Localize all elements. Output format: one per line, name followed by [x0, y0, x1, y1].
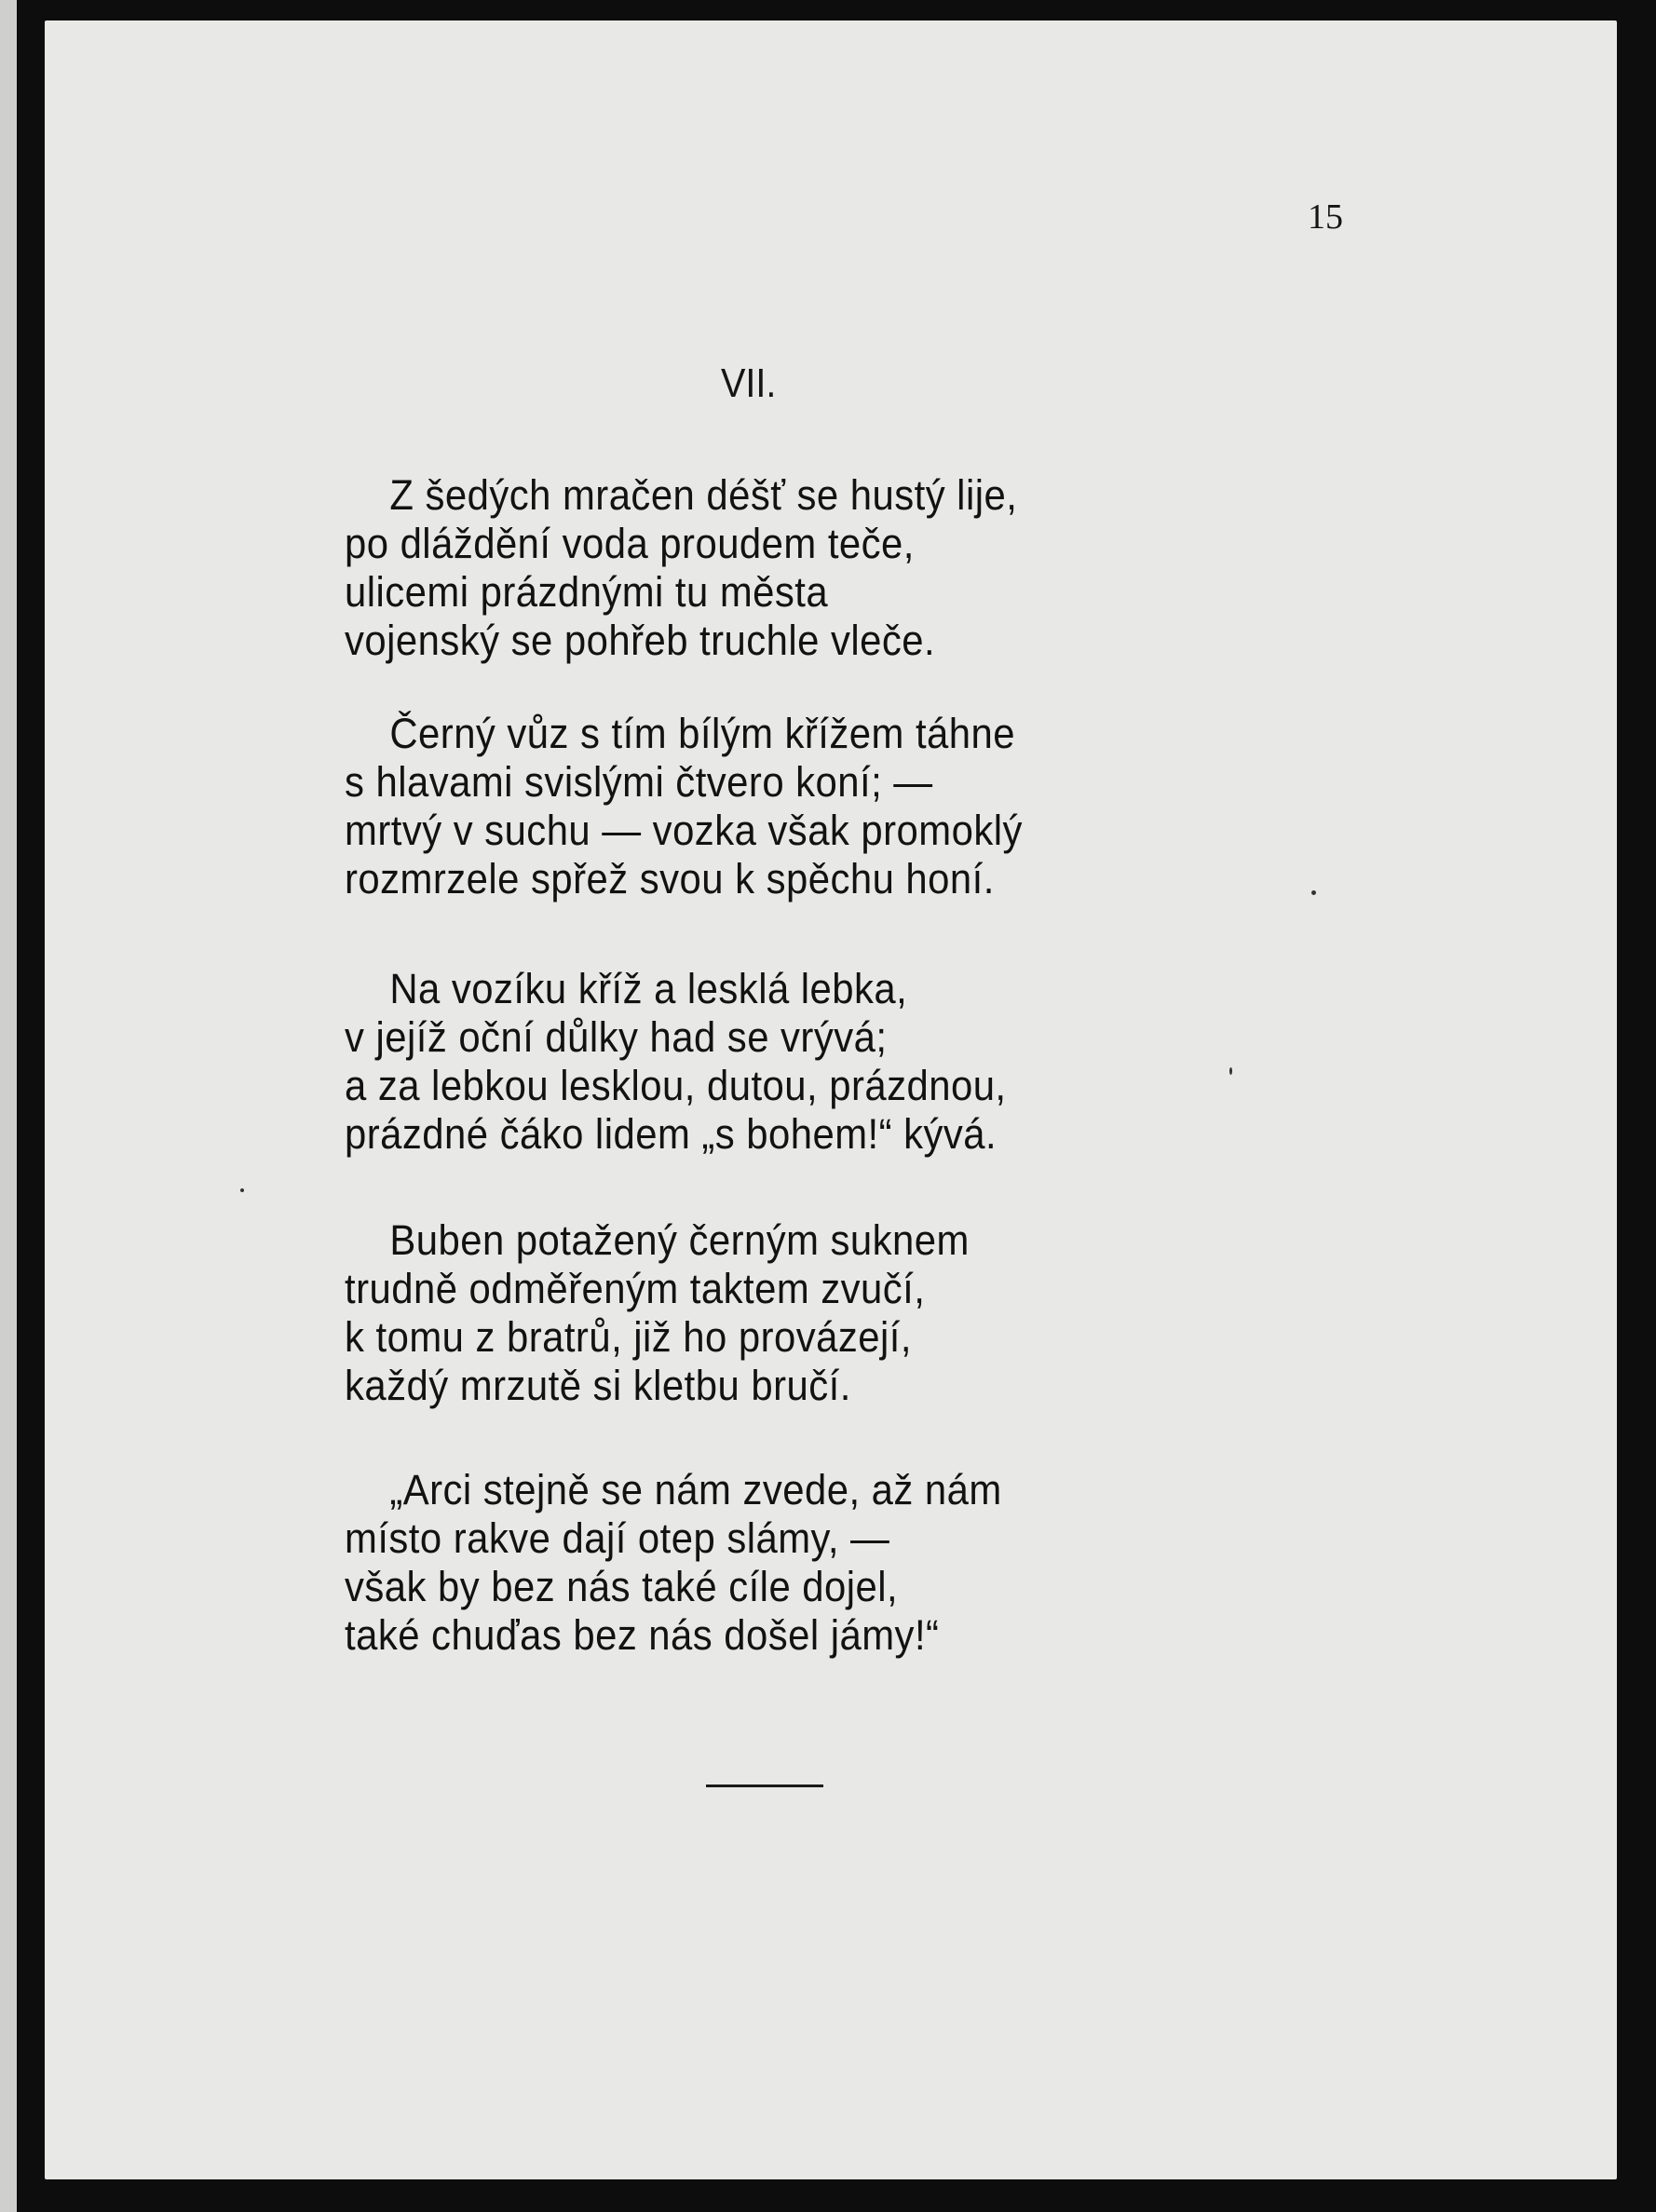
verse-line: Z šedých mračen déšť se hustý lije, [389, 471, 1018, 519]
ink-speck [1311, 890, 1316, 895]
verse-line: však by bez nás také cíle dojel, [345, 1563, 899, 1610]
verse-line: s hlavami svislými čtvero koní; — [345, 758, 933, 806]
stanza-3 [345, 965, 1056, 1159]
stanza-5 [345, 1466, 1052, 1660]
verse-line: k tomu z bratrů, již ho provázejí, [345, 1313, 912, 1361]
verse-line: vojenský se pohřeb truchle vleče. [345, 617, 936, 664]
verse-line: Buben potažený černým suknem [389, 1216, 970, 1264]
verse-line: v jejíž oční důlky had se vrývá; [345, 1013, 888, 1061]
verse-line: Černý vůz s tím bílým křížem táhne [389, 710, 1016, 757]
verse-line: po dláždění voda proudem teče, [345, 520, 915, 567]
verse-line: rozmrzele spřež svou k spěchu honí. [345, 855, 995, 902]
verse-line: také chuďas bez nás došel jámy!“ [345, 1611, 940, 1659]
page-sheet [45, 20, 1617, 2179]
ink-speck [240, 1188, 244, 1192]
verse-line: Na vozíku kříž a lesklá lebka, [389, 965, 908, 1012]
verse-line: trudně odměřeným taktem zvučí, [345, 1265, 926, 1312]
verse-line: ulicemi prázdnými tu města [345, 568, 829, 616]
stanza-1 [345, 471, 1068, 665]
verse-line: místo rakve dají otep slámy, — [345, 1514, 890, 1562]
verse-line: každý mrzutě si kletbu bručí. [345, 1362, 851, 1409]
verse-line: mrtvý v suchu — vozka však promoklý [345, 807, 1023, 854]
facing-page-edge [0, 0, 17, 2212]
verse-line: prázdné čáko lidem „s bohem!“ kývá. [345, 1110, 998, 1158]
stanza-2 [345, 710, 1074, 903]
ink-speck [1229, 1067, 1232, 1075]
verse-line: a za lebkou lesklou, dutou, prázdnou, [345, 1062, 1007, 1109]
poem-title: VII. [721, 360, 777, 406]
end-rule [706, 1785, 823, 1787]
verse-line: „Arci stejně se nám zvede, až nám [389, 1466, 1002, 1513]
page-number: 15 [1308, 197, 1343, 237]
stanza-4 [345, 1216, 1016, 1410]
